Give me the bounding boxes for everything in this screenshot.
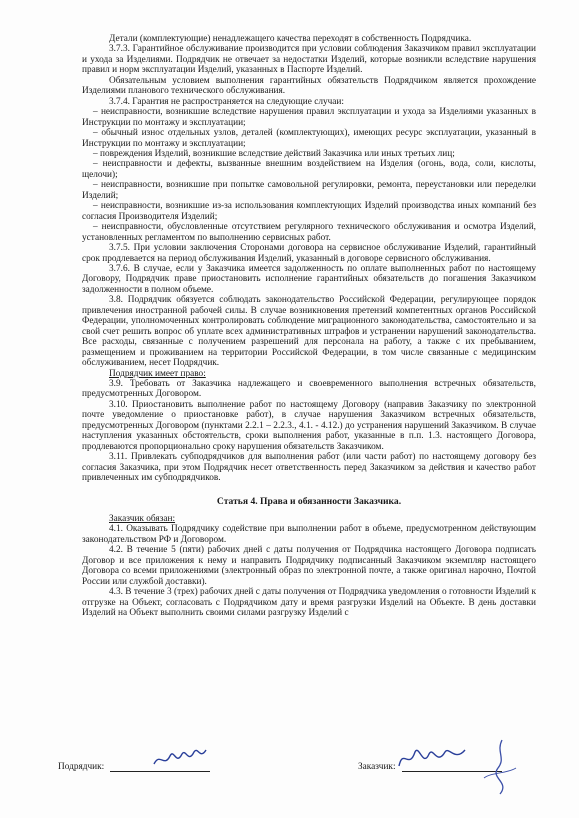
paragraph: 4.1. Оказывать Подрядчику содействие при выполнении работ в объеме, предусмотренном действующим законодательством РФ и Договором. (82, 524, 536, 545)
paragraph: 3.10. Приостановить выполнение работ по настоящему Договору (направив Заказчику по электронной почте уведомление о приостановке работ), в случае нарушения Заказчиком встречных обязательств, предусмотренных Договором (пунктами 2.2.1 – 2.2.3., 4.1. - 4.12.) до устранения нарушений Заказчиком. В случае наступления указанных обстоятельств, сроки выполнения работ, указанные в п.п. 1.3. настоящего Договора, продлеваются пропорционально сроку нарушения обязательств Заказчиком. (82, 399, 536, 452)
customer-stamp-mark (476, 738, 526, 798)
paragraph: – неисправности, возникшие из-за использования комплектующих Изделий производства иных компаний без согласия Производителя Изделий; (82, 201, 536, 222)
paragraph: 3.7.4. Гарантия не распространяется на следующие случаи: (109, 96, 344, 107)
customer-label: Заказчик: (358, 762, 396, 772)
customer-signature-scribble (395, 740, 470, 776)
paragraph: 3.7.3. Гарантийное обслуживание производится при условии соблюдения Заказчиком правил эксплуатации и ухода за Изделиями. Подрядчик не отвечает за недостатки Изделий, которые возникли вследствие нарушения правил и норм эксплуатации Изделий, указанных в Паспорте Изделий. (82, 44, 536, 76)
paragraph: 3.7.6. В случае, если у Заказчика имеется задолженность по оплате выполненных работ по настоящему Договору, Подрядчик праве приостановить исполнение гарантийных обязательств до погашения Заказчиком задолженности в полном объеме. (82, 263, 536, 295)
paragraph: – неисправности и дефекты, вызванные внешним воздействием на Изделия (огонь, вода, соли, кислоты, щелочи); (82, 159, 536, 180)
paragraph: 3.8. Подрядчик обязуется соблюдать законодательство Российской Федерации, регулирующее порядок привлечения иностранной рабочей силы. В случае возникновения претензий компетентных органов Российской Федерации, уполномоченных контролировать соблюдение миграционного законодательства, самостоятельно и за свой счет решить вопрос об уплате всех административных штрафов и устранении нарушений законодательства. Все расходы, связанные с получением разрешений для персонала на работу, а также с их пребыванием, размещением и проживанием на территории Российской Федерации, в том числе связанные с медицинским обслуживанием, несет Подрядчик. (82, 295, 536, 369)
paragraph: Обязательным условием выполнения гарантийных обязательств Подрядчиком является прохождение Изделиями планового технического обслуживания. (82, 75, 536, 97)
paragraph: – обычный износ отдельных узлов, деталей (комплектующих), имеющих ресурс эксплуатации, указанный в Инструкции по монтажу и эксплуатации; (82, 128, 536, 149)
paragraph: Подрядчик имеет право: (109, 368, 206, 379)
paragraph: 3.9. Требовать от Заказчика надлежащего и своевременного выполнения встречных обязательств, предусмотренных Договором. (82, 378, 536, 400)
paragraph: – неисправности, обусловленные отсутствием регулярного технического обслуживания и осмотра Изделий, установленных регламентом по выполнению сервисных работ. (82, 222, 536, 243)
paragraph: Детали (комплектующие) ненадлежащего качества переходят в собственность Подрядчика. (109, 34, 472, 44)
contractor-signature-scribble (150, 742, 210, 774)
paragraph: 4.3. В течение 3 (трех) рабочих дней с даты получения от Подрядчика уведомления о готовности Изделий к отгрузке на Объект, согласовать с Подрядчиком дату и время разгрузки Изделий на Объекте. В день доставки Изделий на Объект выполнить своими силами разгрузку Изделий с (82, 587, 536, 619)
paragraph: – неисправности, возникшие при попытке самовольной регулировки, ремонта, переустановки или переделки Изделий; (82, 180, 536, 201)
section-heading: Статья 4. Права и обязанности Заказчика. (216, 496, 402, 508)
paragraph: 3.7.5. При условии заключения Сторонами договора на сервисное обслуживание Изделий, гарантийный срок продлевается на период обслуживания Изделий, указанный в договоре сервисного обслуживания. (82, 243, 536, 264)
paragraph: Заказчик обязан: (109, 513, 176, 524)
paragraph: – неисправности, возникшие вследствие нарушения правил эксплуатации и ухода за Изделиями указанных в Инструкции по монтажу и эксплуатации; (82, 107, 536, 128)
paragraph: 3.11. Привлекать субподрядчиков для выполнения работ (или части работ) по настоящему договору без согласия Заказчика, при этом Подрядчик несет ответственность перед Заказчиком за действия и качество работ привлеченных им субподрядчиков. (82, 452, 536, 484)
paragraph: 4.2. В течение 5 (пяти) рабочих дней с даты получения от Подрядчика настоящего Договора подписать Договор и все приложения к нему и направить Подрядчику подписанный Заказчиком экземпляр настоящего Договора со всеми приложениями (электронный образ по электронной почте, а также оригинал нарочно, Почтой России или службой доставки). (82, 545, 536, 587)
document-body (82, 34, 536, 618)
paragraph: – повреждения Изделий, возникшие вследствие действий Заказчика или иных третьих лиц; (93, 148, 455, 159)
contractor-label: Подрядчик: (58, 762, 105, 772)
